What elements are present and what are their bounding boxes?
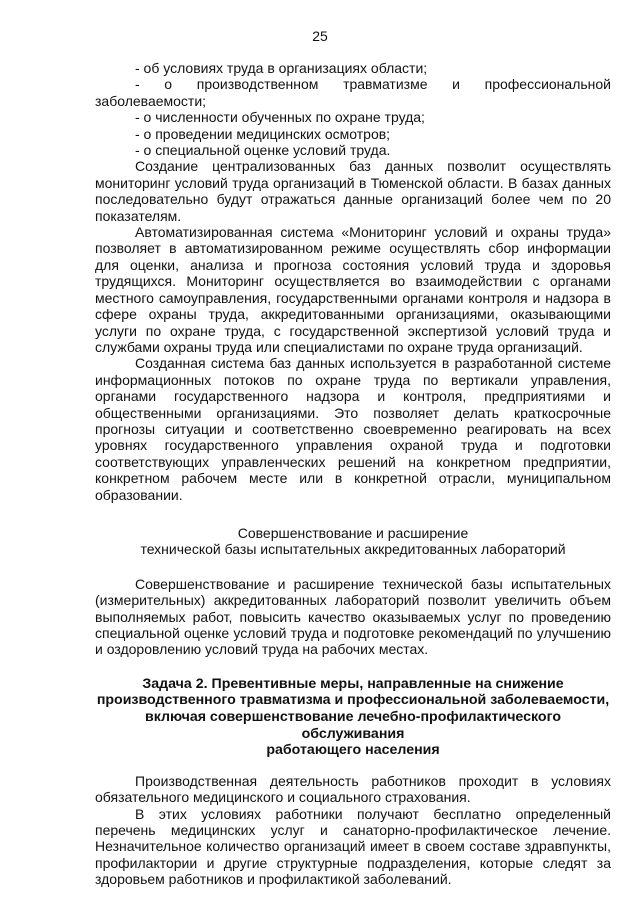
- task-heading-line: работающего населения: [266, 742, 440, 759]
- section-heading-line: Совершенствование и расширение: [237, 524, 469, 541]
- page-number: 25: [312, 28, 328, 44]
- document-body: [95, 60, 611, 888]
- list-item: - о численности обученных по охране труда;: [135, 109, 425, 126]
- paragraph: В этих условиях работники получают бесплатно определенный перечень медицинских услуг и санаторно-профилактическое лечение. Незначительное количество организаций имеет в своем составе здравпункты, профилактории и другие структурные подразделения, которые следят за здоровьем работников и профилактикой заболеваний.: [95, 805, 611, 888]
- list-item: - о производственном травматизме и профессиональной: [135, 76, 611, 93]
- task-heading-line: включая совершенствование лечебно-профилактического обслуживания: [145, 709, 561, 742]
- paragraph: Производственная деятельность работников проходит в условиях обязательного медицинского и социального страхования.: [95, 772, 611, 806]
- paragraph: Созданная система баз данных используется в разработанной системе информационных потоков по охране труда по вертикали управления, органами государственного надзора и контроля, предприятиями и общественными организациями. Это позволяет делать краткосрочные прогнозы ситуации и соответственно своевременно реагировать на всех уровнях государственного управления охраной труда и подготовки соответствующих управленческих решений на конкретном предприятии, конкретном рабочем месте или в конкретной отрасли, муниципальном образовании.: [95, 355, 611, 503]
- list-item: - о проведении медицинских осмотров;: [135, 125, 391, 142]
- task-heading-line: производственного травматизма и профессиональной заболеваемости,: [96, 692, 610, 709]
- paragraph: Автоматизированная система «Мониторинг условий и охраны труда» позволяет в автоматизированном режиме осуществлять сбор информации для оценки, анализа и прогноза состояния условий труда и здоровья трудящихся. Мониторинг осуществляется во взаимодействии с органами местного самоуправления, государственными органами контроля и надзора в сфере охраны труда, аккредитованными организациями, оказывающими услуги по охране труда, с государственной экспертизой условий труда и службами охраны труда или специалистами по охране труда организаций.: [95, 224, 611, 355]
- paragraph: Совершенствование и расширение технической базы испытательных (измерительных) аккредитованных лабораторий позволит увеличить объем выполняемых работ, повысить качество оказываемых услуг по проведению специальной оценке условий труда и подготовке рекомендаций по улучшению и оздоровлению условий труда на рабочих местах.: [95, 575, 611, 658]
- list-item-continuation: заболеваемости;: [95, 92, 207, 109]
- list-item: - о специальной оценке условий труда.: [135, 142, 391, 159]
- paragraph: Создание централизованных баз данных позволит осуществлять мониторинг условий труда организаций в Тюменской области. В базах данных последовательно будут отражаться данные организаций более чем по 20 показателям.: [95, 158, 611, 224]
- list-item: - об условиях труда в организациях области;: [135, 60, 428, 76]
- section-heading-line: технической базы испытательных аккредитованных лабораторий: [140, 541, 566, 558]
- task-heading-line: Задача 2. Превентивные меры, направленные на снижение: [142, 675, 564, 692]
